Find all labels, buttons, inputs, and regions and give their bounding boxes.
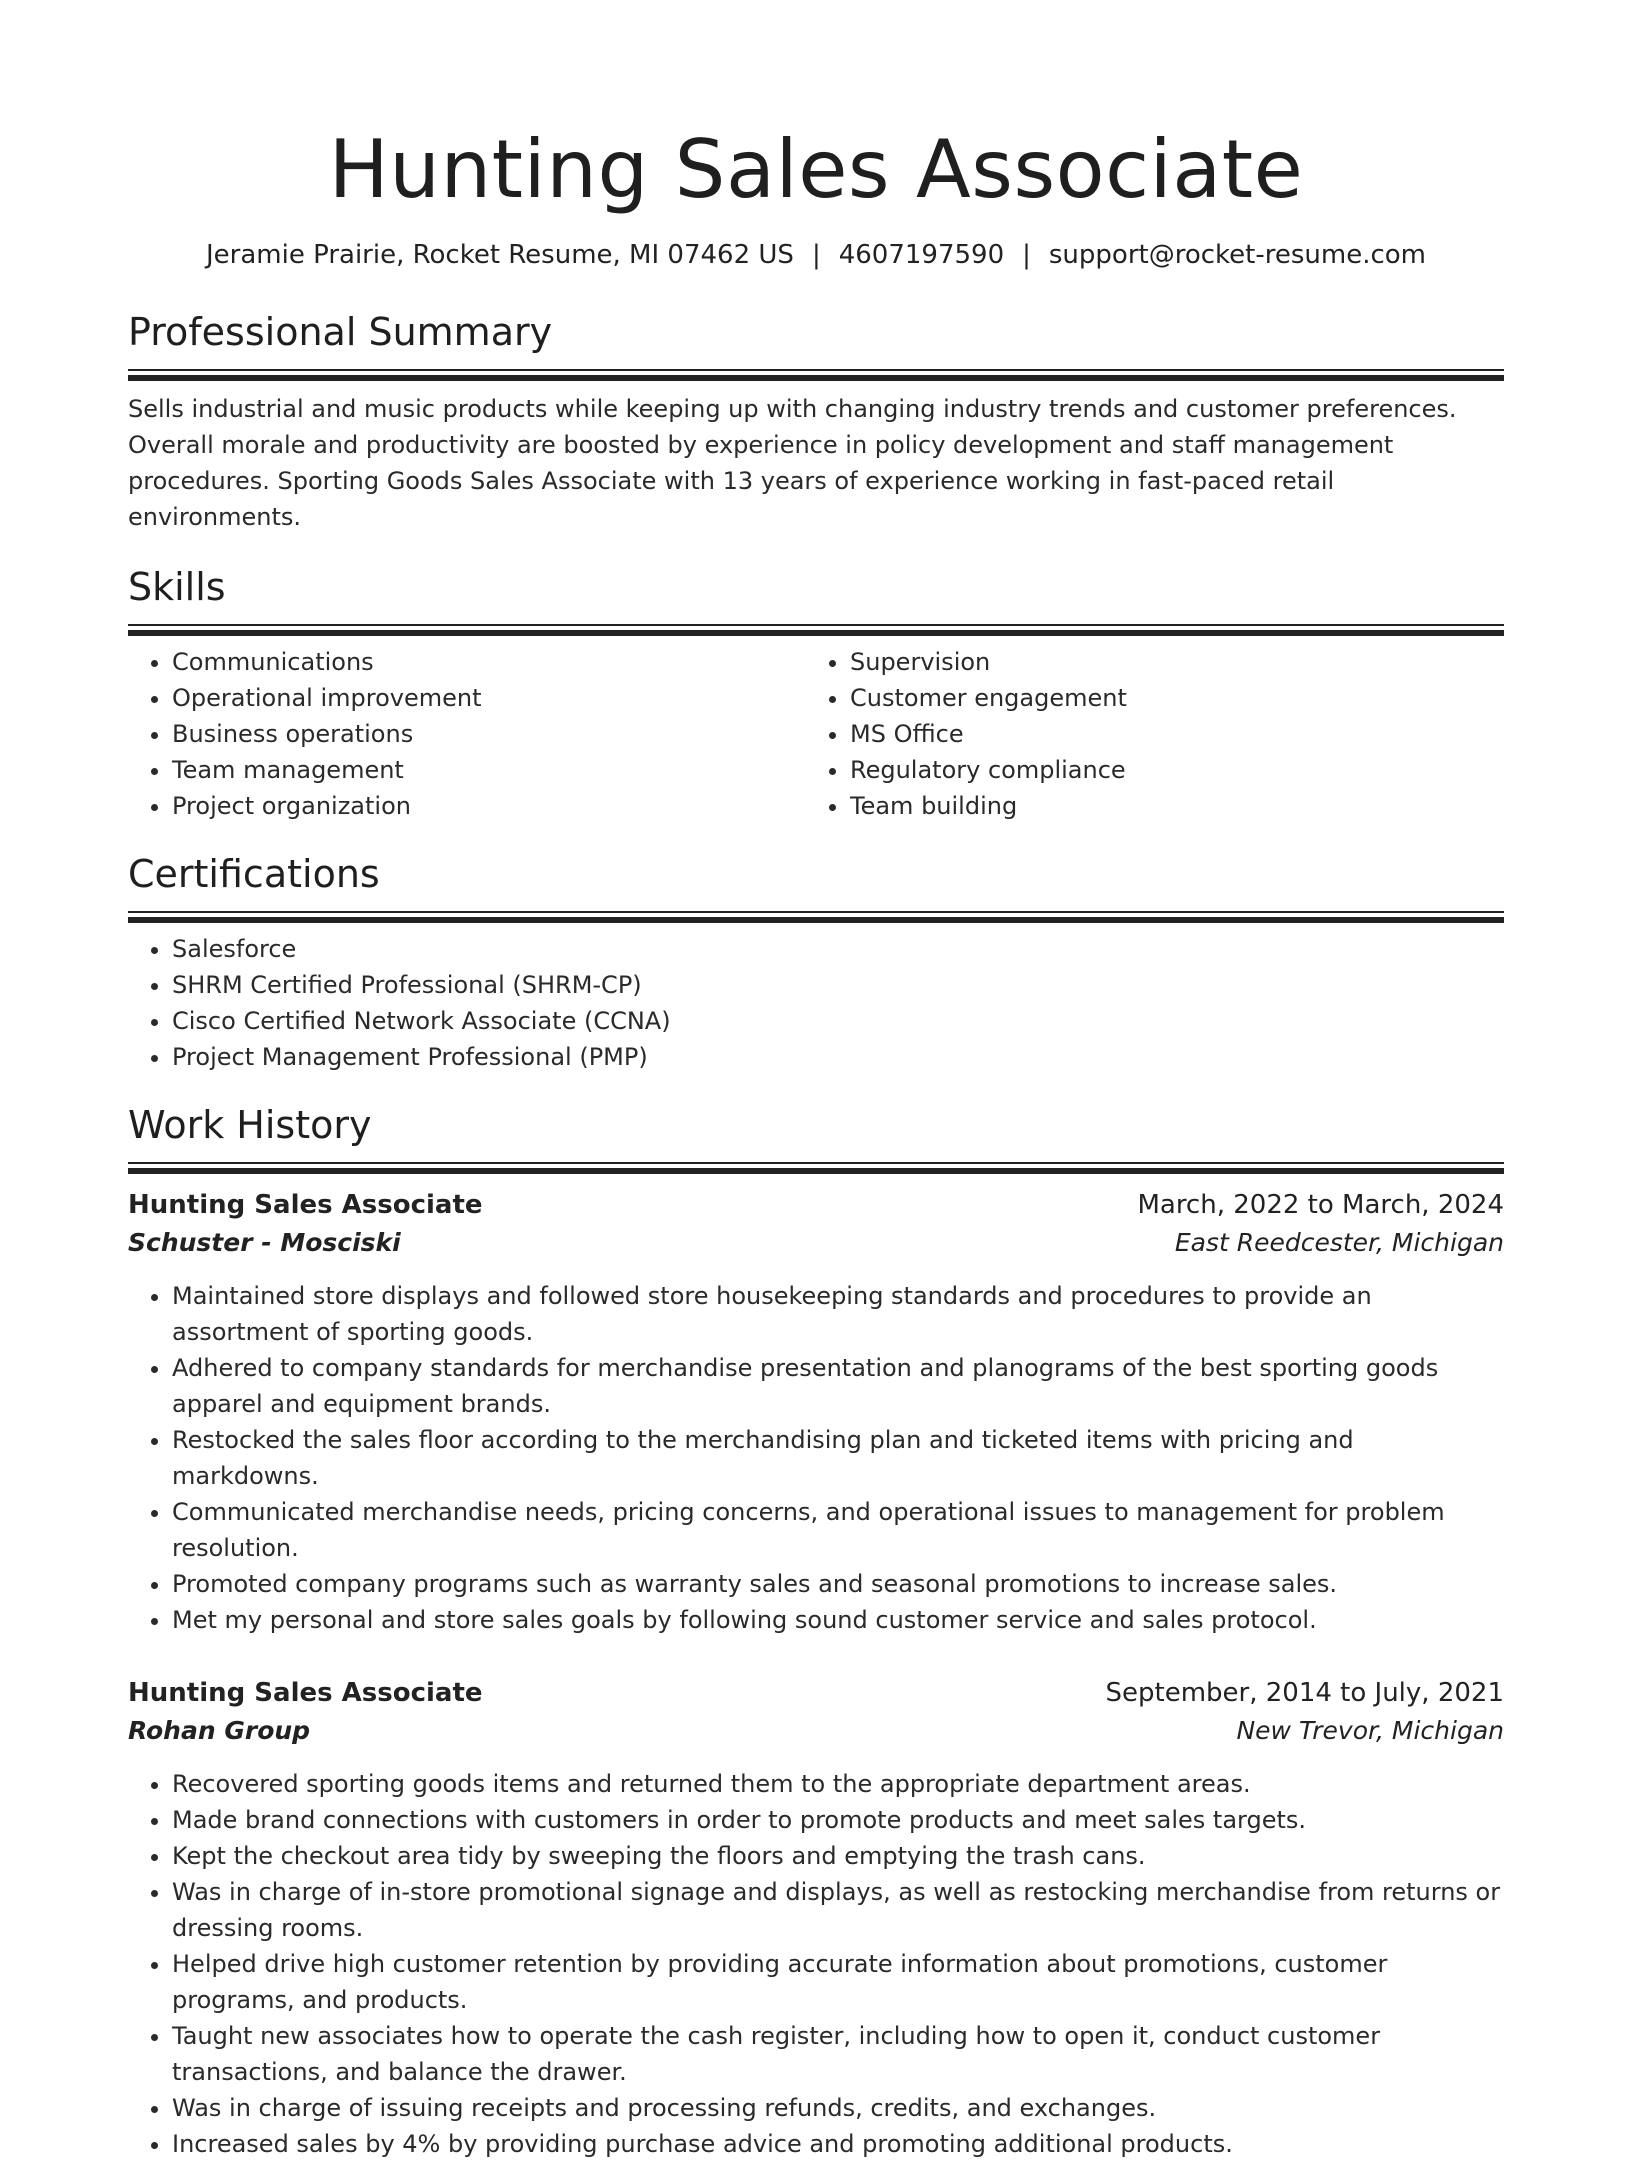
job-bullet: • Helped drive high customer retention by providing accurate information about promotions, customer programs, and products. xyxy=(172,1946,1504,2018)
work-history-section xyxy=(128,1101,1504,2162)
work-history-heading: Work History xyxy=(128,1103,372,1147)
job-bullet: • Met my personal and store sales goals by following sound customer service and sales protocol. xyxy=(172,1602,1504,1638)
certifications-list xyxy=(128,931,1504,1075)
job-header xyxy=(128,1674,1504,1712)
job-bullet: • Made brand connections with customers in order to promote products and meet sales targets. xyxy=(172,1802,1504,1838)
summary-section xyxy=(128,308,1504,535)
skill-item: • MS Office xyxy=(850,716,1484,752)
resume-page xyxy=(128,0,1504,2162)
job-subheader xyxy=(128,1224,1504,1262)
job-bullets xyxy=(128,1766,1504,2162)
certification-item: • Project Management Professional (PMP) xyxy=(172,1039,1504,1075)
certification-item: • SHRM Certified Professional (SHRM-CP) xyxy=(172,967,1504,1003)
job-bullet: • Kept the checkout area tidy by sweeping the floors and emptying the trash cans. xyxy=(172,1838,1504,1874)
skill-item: • Customer engagement xyxy=(850,680,1484,716)
skill-item: • Business operations xyxy=(172,716,806,752)
job-company: Rohan Group xyxy=(128,1716,311,1745)
job-bullet: • Increased sales by 4% by providing purchase advice and promoting additional products. xyxy=(172,2126,1504,2162)
skills-heading: Skills xyxy=(128,565,226,609)
job-bullet: • Maintained store displays and followed store housekeeping standards and procedures to provide an assortment of sporting goods. xyxy=(172,1278,1504,1350)
skills-column-right xyxy=(806,644,1484,824)
contact-email[interactable]: support@rocket-resume.com xyxy=(1048,240,1426,270)
job-title: Hunting Sales Associate xyxy=(128,1678,483,1708)
skill-item: • Regulatory compliance xyxy=(850,752,1484,788)
certification-item: • Salesforce xyxy=(172,931,1504,967)
section-divider xyxy=(128,1162,1504,1172)
contact-separator: | xyxy=(1022,240,1031,270)
page-title: Hunting Sales Associate xyxy=(328,123,1304,216)
skill-item: • Team building xyxy=(850,788,1484,824)
job-dates: September, 2014 to July, 2021 xyxy=(1105,1678,1504,1708)
job-bullet: • Adhered to company standards for merchandise presentation and planograms of the best sporting goods apparel and equipment brands. xyxy=(172,1350,1504,1422)
job-bullet: • Was in charge of issuing receipts and processing refunds, credits, and exchanges. xyxy=(172,2090,1504,2126)
job-subheader xyxy=(128,1712,1504,1750)
skill-item: • Project organization xyxy=(172,788,806,824)
certifications-heading: Certifications xyxy=(128,852,380,896)
summary-text: Sells industrial and music products while keeping up with changing industry trends and customer preferences. Overall morale and productivity are boosted by experience in policy development and staff management procedures. Sporting Goods Sales Associate with 13 years of experience working in fast-paced retail environments. xyxy=(128,395,1457,531)
skill-item: • Operational improvement xyxy=(172,680,806,716)
job-location: East Reedcester, Michigan xyxy=(1174,1228,1504,1257)
section-divider xyxy=(128,911,1504,921)
section-divider xyxy=(128,624,1504,634)
job-company: Schuster - Mosciski xyxy=(128,1228,401,1257)
job-dates: March, 2022 to March, 2024 xyxy=(1137,1190,1504,1220)
certification-item: • Cisco Certified Network Associate (CCNA) xyxy=(172,1003,1504,1039)
job-bullets xyxy=(128,1278,1504,1638)
section-divider xyxy=(128,369,1504,379)
contact-phone: 4607197590 xyxy=(838,240,1005,270)
job-bullet: • Recovered sporting goods items and returned them to the appropriate department areas. xyxy=(172,1766,1504,1802)
skill-item: • Supervision xyxy=(850,644,1484,680)
certifications-section xyxy=(128,850,1504,1075)
job-entry xyxy=(128,1186,1504,1638)
skill-item: • Team management xyxy=(172,752,806,788)
job-bullet: • Was in charge of in-store promotional signage and displays, as well as restocking merchandise from returns or dressing rooms. xyxy=(172,1874,1504,1946)
contact-address: Jeramie Prairie, Rocket Resume, MI 07462 US xyxy=(206,240,794,270)
contact-separator: | xyxy=(811,240,821,270)
job-bullet: • Taught new associates how to operate the cash register, including how to open it, conduct customer transactions, and balance the drawer. xyxy=(172,2018,1504,2090)
job-entry xyxy=(128,1674,1504,2162)
skills-grid xyxy=(128,644,1504,824)
skills-section xyxy=(128,563,1504,824)
job-bullet: • Communicated merchandise needs, pricing concerns, and operational issues to management for problem resolution. xyxy=(172,1494,1504,1566)
skill-item: • Communications xyxy=(172,644,806,680)
job-bullet: • Promoted company programs such as warranty sales and seasonal promotions to increase sales. xyxy=(172,1566,1504,1602)
job-bullet: • Restocked the sales floor according to the merchandising plan and ticketed items with pricing and markdowns. xyxy=(172,1422,1504,1494)
summary-heading: Professional Summary xyxy=(128,310,553,354)
job-header xyxy=(128,1186,1504,1224)
job-title: Hunting Sales Associate xyxy=(128,1190,483,1220)
contact-line xyxy=(128,238,1504,272)
skills-column-left xyxy=(128,644,806,824)
job-location: New Trevor, Michigan xyxy=(1236,1716,1504,1745)
